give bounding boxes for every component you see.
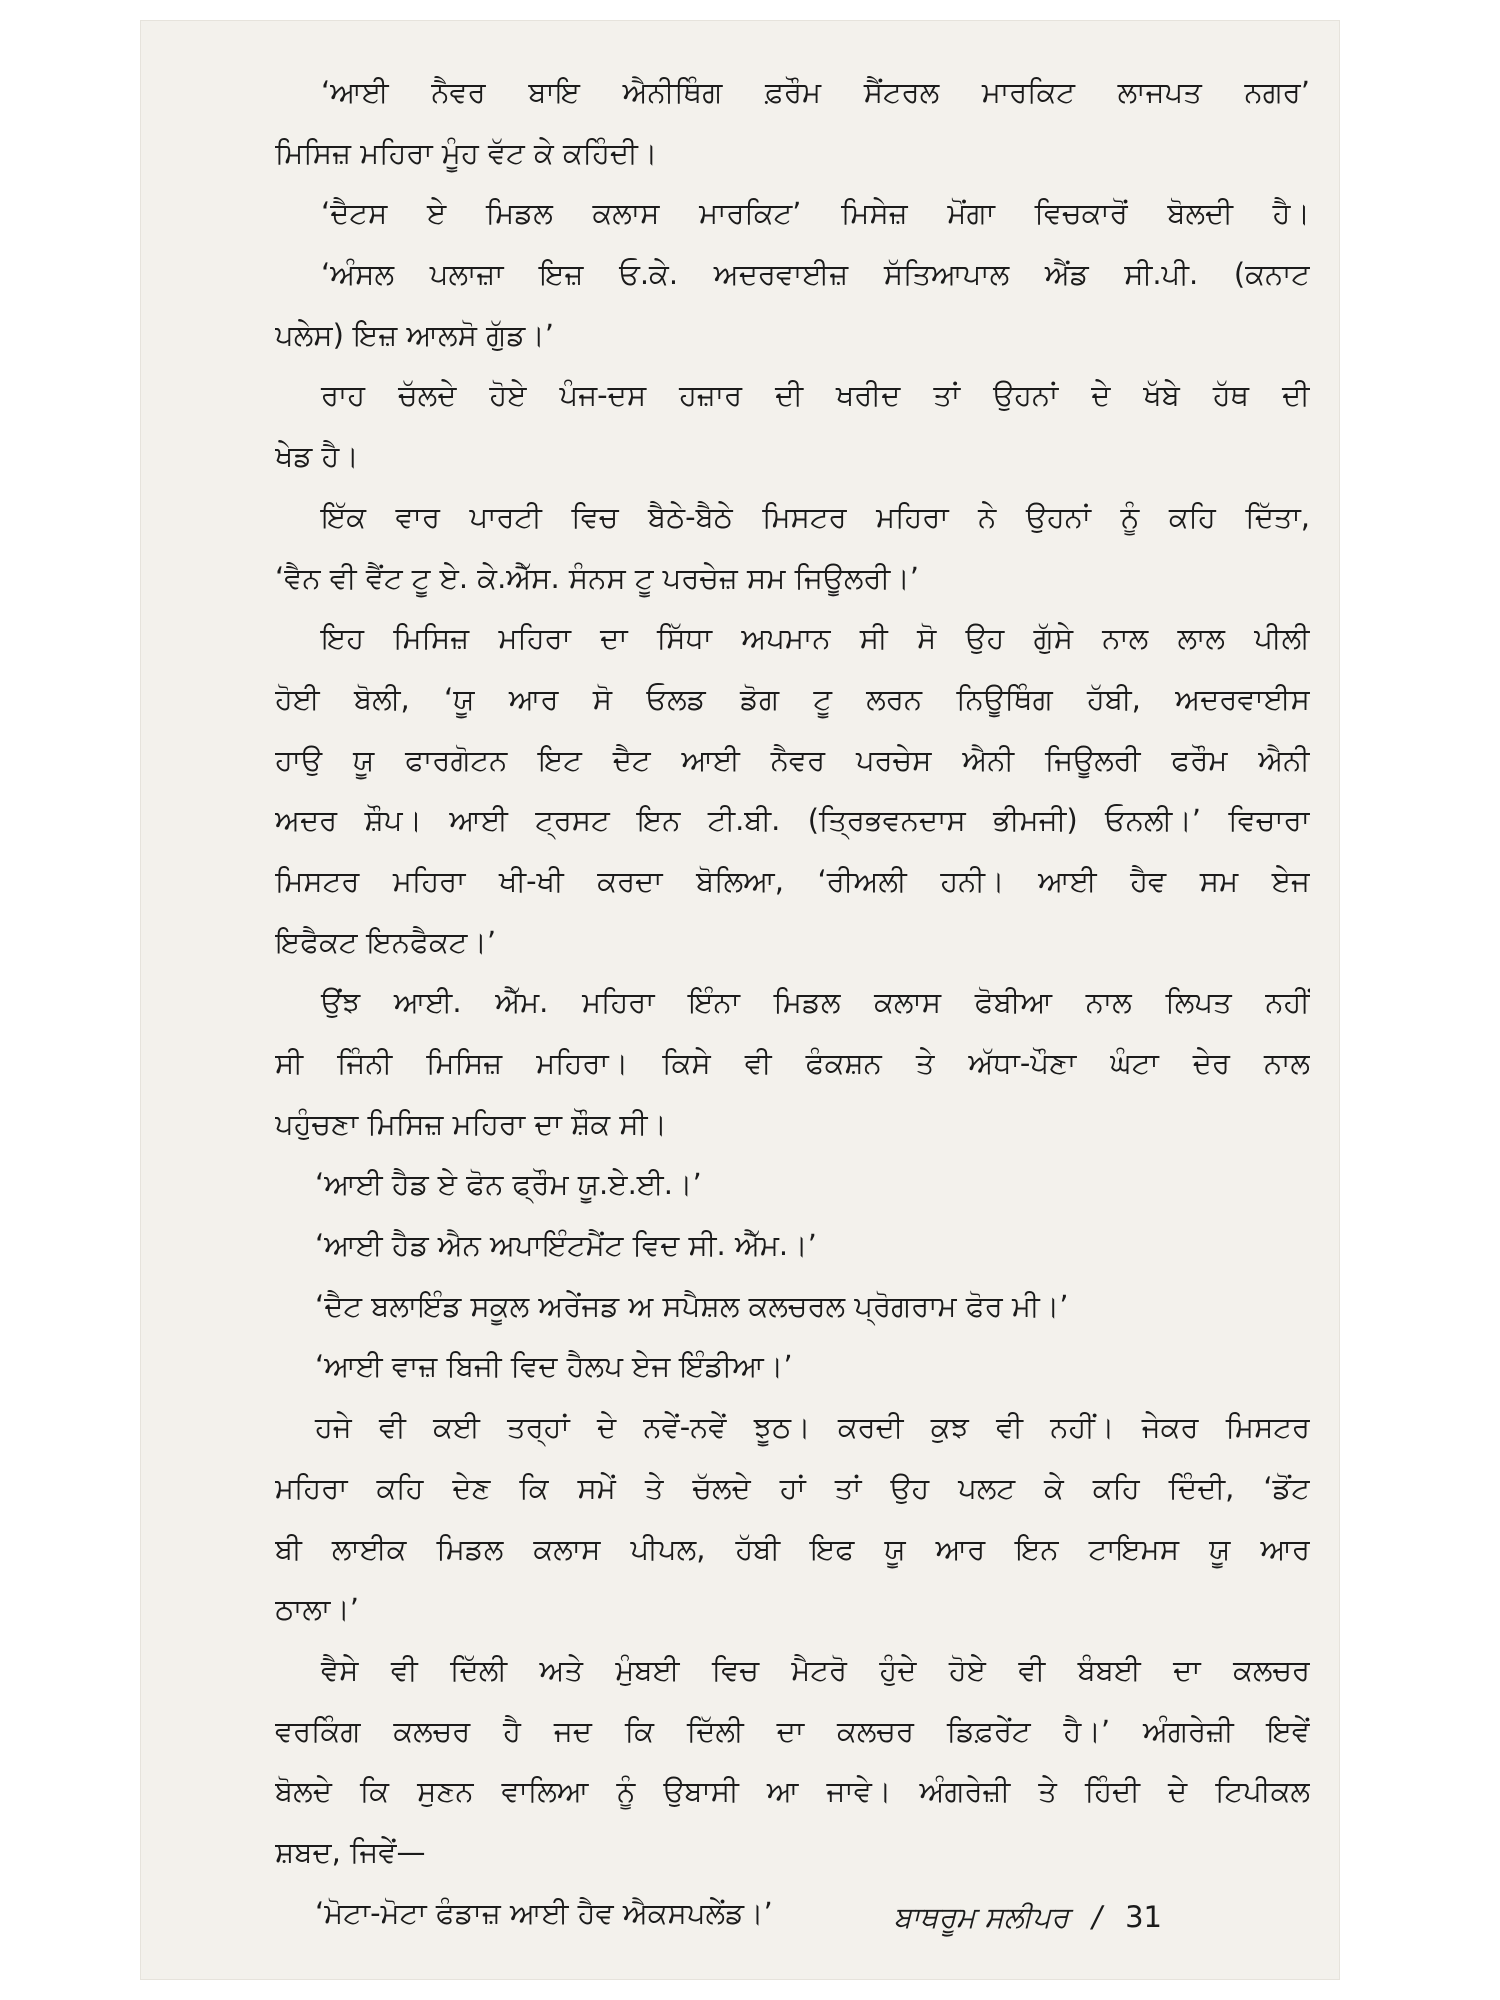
text-line-27: ਵੈਸੇ ਵੀ ਦਿੱਲੀ ਅਤੇ ਮੁੰਬਈ ਵਿਚ ਮੈਟਰੋ ਹੁੰਦੇ ਹੋਏ ਵੀ ਬੰਬਈ ਦਾ ਕਲਚਰ: [321, 1652, 1310, 1687]
text-line-26: ਠਾਲਾ।’: [275, 1592, 360, 1627]
text-line-23: ਹਜੇ ਵੀ ਕਈ ਤਰ੍ਹਾਂ ਦੇ ਨਵੇਂ-ਨਵੇਂ ਝੂਠ। ਕਰਦੀ ਕੁਝ ਵੀ ਨਹੀਂ। ਜੇਕਰ ਮਿਸਟਰ: [315, 1410, 1310, 1445]
text-line-12: ਹਾਉ ਯੂ ਫਾਰਗੋਟਨ ਇਟ ਦੈਟ ਆਈ ਨੈਵਰ ਪਰਚੇਸ ਐਨੀ ਜਿਊਲਰੀ ਫਰੌਮ ਐਨੀ: [275, 742, 1310, 777]
text-line-13: ਅਦਰ ਸ਼ੌਪ। ਆਈ ਟ੍ਰਸਟ ਇਨ ਟੀ.ਬੀ. (ਤ੍ਰਿਭਵਨਦਾਸ ਭੀਮਜੀ) ਓਨਲੀ।’ ਵਿਚਾਰਾ: [275, 803, 1310, 838]
text-line-28: ਵਰਕਿੰਗ ਕਲਚਰ ਹੈ ਜਦ ਕਿ ਦਿੱਲੀ ਦਾ ਕਲਚਰ ਡਿਫ਼ਰੇਂਟ ਹੈ।’ ਅੰਗਰੇਜ਼ੀ ਇਵੇਂ: [275, 1713, 1310, 1748]
text-line-11: ਹੋਈ ਬੋਲੀ, ‘ਯੂ ਆਰ ਸੋ ਓਲਡ ਡੋਗ ਟੂ ਲਰਨ ਨਿਊਥਿੰਗ ਹੱਬੀ, ਅਦਰਵਾਈਸ: [275, 681, 1310, 716]
text-line-15: ਇਫੈਕਟ ਇਨਫੈਕਟ।’: [275, 924, 497, 959]
text-line-9: ‘ਵੈਨ ਵੀ ਵੈਂਟ ਟੂ ਏ. ਕੇ.ਐੱਸ. ਸੰਨਸ ਟੂ ਪਰਚੇਜ਼ ਸਮ ਜਿਊਲਰੀ।’: [275, 560, 919, 595]
text-line-5: ਪਲੇਸ) ਇਜ਼ ਆਲਸੋ ਗੁੱਡ।’: [275, 317, 554, 352]
text-line-29: ਬੋਲਦੇ ਕਿ ਸੁਣਨ ਵਾਲਿਆ ਨੂੰ ਉਬਾਸੀ ਆ ਜਾਵੇ। ਅੰਗਰੇਜ਼ੀ ਤੇ ਹਿੰਦੀ ਦੇ ਟਿਪੀਕਲ: [275, 1774, 1310, 1809]
text-line-22: ‘ਆਈ ਵਾਜ਼ ਬਿਜੀ ਵਿਦ ਹੈਲਪ ਏਜ ਇੰਡੀਆ।’: [315, 1349, 793, 1384]
text-line-7: ਖੇਡ ਹੈ।: [275, 439, 359, 474]
text-line-20: ‘ਆਈ ਹੈਡ ਐਨ ਅਪਾਇੰਟਮੈਂਟ ਵਿਦ ਸੀ. ਐੱਮ.।’: [315, 1228, 817, 1263]
text-line-1: ‘ਆਈ ਨੈਵਰ ਬਾਇ ਐਨੀਥਿੰਗ ਫ਼ਰੌਮ ਸੈਂਟਰਲ ਮਾਰਕਿਟ ਲਾਜਪਤ ਨਗਰ’: [321, 75, 1310, 109]
body-text: [275, 62, 1310, 1943]
page-number: 31: [1125, 1900, 1162, 1934]
text-line-10: ਇਹ ਮਿਸਿਜ਼ ਮਹਿਰਾ ਦਾ ਸਿੱਧਾ ਅਪਮਾਨ ਸੀ ਸੋ ਉਹ ਗੁੱਸੇ ਨਾਲ ਲਾਲ ਪੀਲੀ: [321, 621, 1310, 656]
text-line-19: ‘ਆਈ ਹੈਡ ਏ ਫੋਨ ਫ੍ਰੌਮ ਯੂ.ਏ.ਈ.।’: [315, 1167, 702, 1202]
text-line-16: ਉਂਝ ਆਈ. ਐੱਮ. ਮਹਿਰਾ ਇੰਨਾ ਮਿਡਲ ਕਲਾਸ ਫੋਬੀਆ ਨਾਲ ਲਿਪਤ ਨਹੀਂ: [321, 985, 1310, 1020]
book-page: [140, 20, 1340, 1980]
text-line-4: ‘ਅੰਸਲ ਪਲਾਜ਼ਾ ਇਜ਼ ਓ.ਕੇ. ਅਦਰਵਾਈਜ਼ ਸੱਤਿਆਪਾਲ ਐਂਡ ਸੀ.ਪੀ. (ਕਨਾਟ: [321, 257, 1310, 292]
text-line-18: ਪਹੁੰਚਣਾ ਮਿਸਿਜ਼ ਮਹਿਰਾ ਦਾ ਸ਼ੌਕ ਸੀ।: [275, 1106, 667, 1141]
text-line-25: ਬੀ ਲਾਈਕ ਮਿਡਲ ਕਲਾਸ ਪੀਪਲ, ਹੱਬੀ ਇਫ ਯੂ ਆਰ ਇਨ ਟਾਇਮਸ ਯੂ ਆਰ: [275, 1531, 1310, 1566]
text-line-24: ਮਹਿਰਾ ਕਹਿ ਦੇਣ ਕਿ ਸਮੇਂ ਤੇ ਚੱਲਦੇ ਹਾਂ ਤਾਂ ਉਹ ਪਲਟ ਕੇ ਕਹਿ ਦਿੰਦੀ, ‘ਡੋਂਟ: [275, 1470, 1310, 1505]
text-line-8: ਇੱਕ ਵਾਰ ਪਾਰਟੀ ਵਿਚ ਬੈਠੇ-ਬੈਠੇ ਮਿਸਟਰ ਮਹਿਰਾ ਨੇ ਉਹਨਾਂ ਨੂੰ ਕਹਿ ਦਿੱਤਾ,: [321, 499, 1310, 534]
running-footer: [893, 1900, 1162, 1935]
text-line-14: ਮਿਸਟਰ ਮਹਿਰਾ ਖੀ-ਖੀ ਕਰਦਾ ਬੋਲਿਆ, ‘ਰੀਅਲੀ ਹਨੀ। ਆਈ ਹੈਵ ਸਮ ਏਜ: [275, 863, 1310, 898]
book-title: ਬਾਥਰੂਮ ਸਲੀਪਰ: [893, 1900, 1069, 1934]
footer-separator: /: [1092, 1900, 1102, 1934]
text-line-17: ਸੀ ਜਿੰਨੀ ਮਿਸਿਜ਼ ਮਹਿਰਾ। ਕਿਸੇ ਵੀ ਫੰਕਸ਼ਨ ਤੇ ਅੱਧਾ-ਪੌਣਾ ਘੰਟਾ ਦੇਰ ਨਾਲ: [275, 1046, 1310, 1080]
text-line-3: ‘ਦੈਟਸ ਏ ਮਿਡਲ ਕਲਾਸ ਮਾਰਕਿਟ’ ਮਿਸੇਜ਼ ਮੋਂਗਾ ਵਿਚਕਾਰੋਂ ਬੋਲਦੀ ਹੈ।: [321, 196, 1310, 231]
text-line-30: ਸ਼ਬਦ, ਜਿਵੇਂ—: [275, 1834, 426, 1869]
text-line-2: ਮਿਸਿਜ਼ ਮਹਿਰਾ ਮੂੰਹ ਵੱਟ ਕੇ ਕਹਿੰਦੀ।: [275, 135, 658, 170]
text-line-31: ‘ਮੋਟਾ-ਮੋਟਾ ਫੰਡਾਜ਼ ਆਈ ਹੈਵ ਐਕਸਪਲੇਂਡ।’: [315, 1895, 773, 1930]
text-line-21: ‘ਦੈਟ ਬਲਾਇੰਡ ਸਕੂਲ ਅਰੇਂਜਡ ਅ ਸਪੈਸ਼ਲ ਕਲਚਰਲ ਪ੍ਰੋਗਰਾਮ ਫੋਰ ਮੀ।’: [315, 1288, 1069, 1323]
text-line-6: ਰਾਹ ਚੱਲਦੇ ਹੋਏ ਪੰਜ-ਦਸ ਹਜ਼ਾਰ ਦੀ ਖਰੀਦ ਤਾਂ ਉਹਨਾਂ ਦੇ ਖੱਬੇ ਹੱਥ ਦੀ: [321, 378, 1310, 413]
